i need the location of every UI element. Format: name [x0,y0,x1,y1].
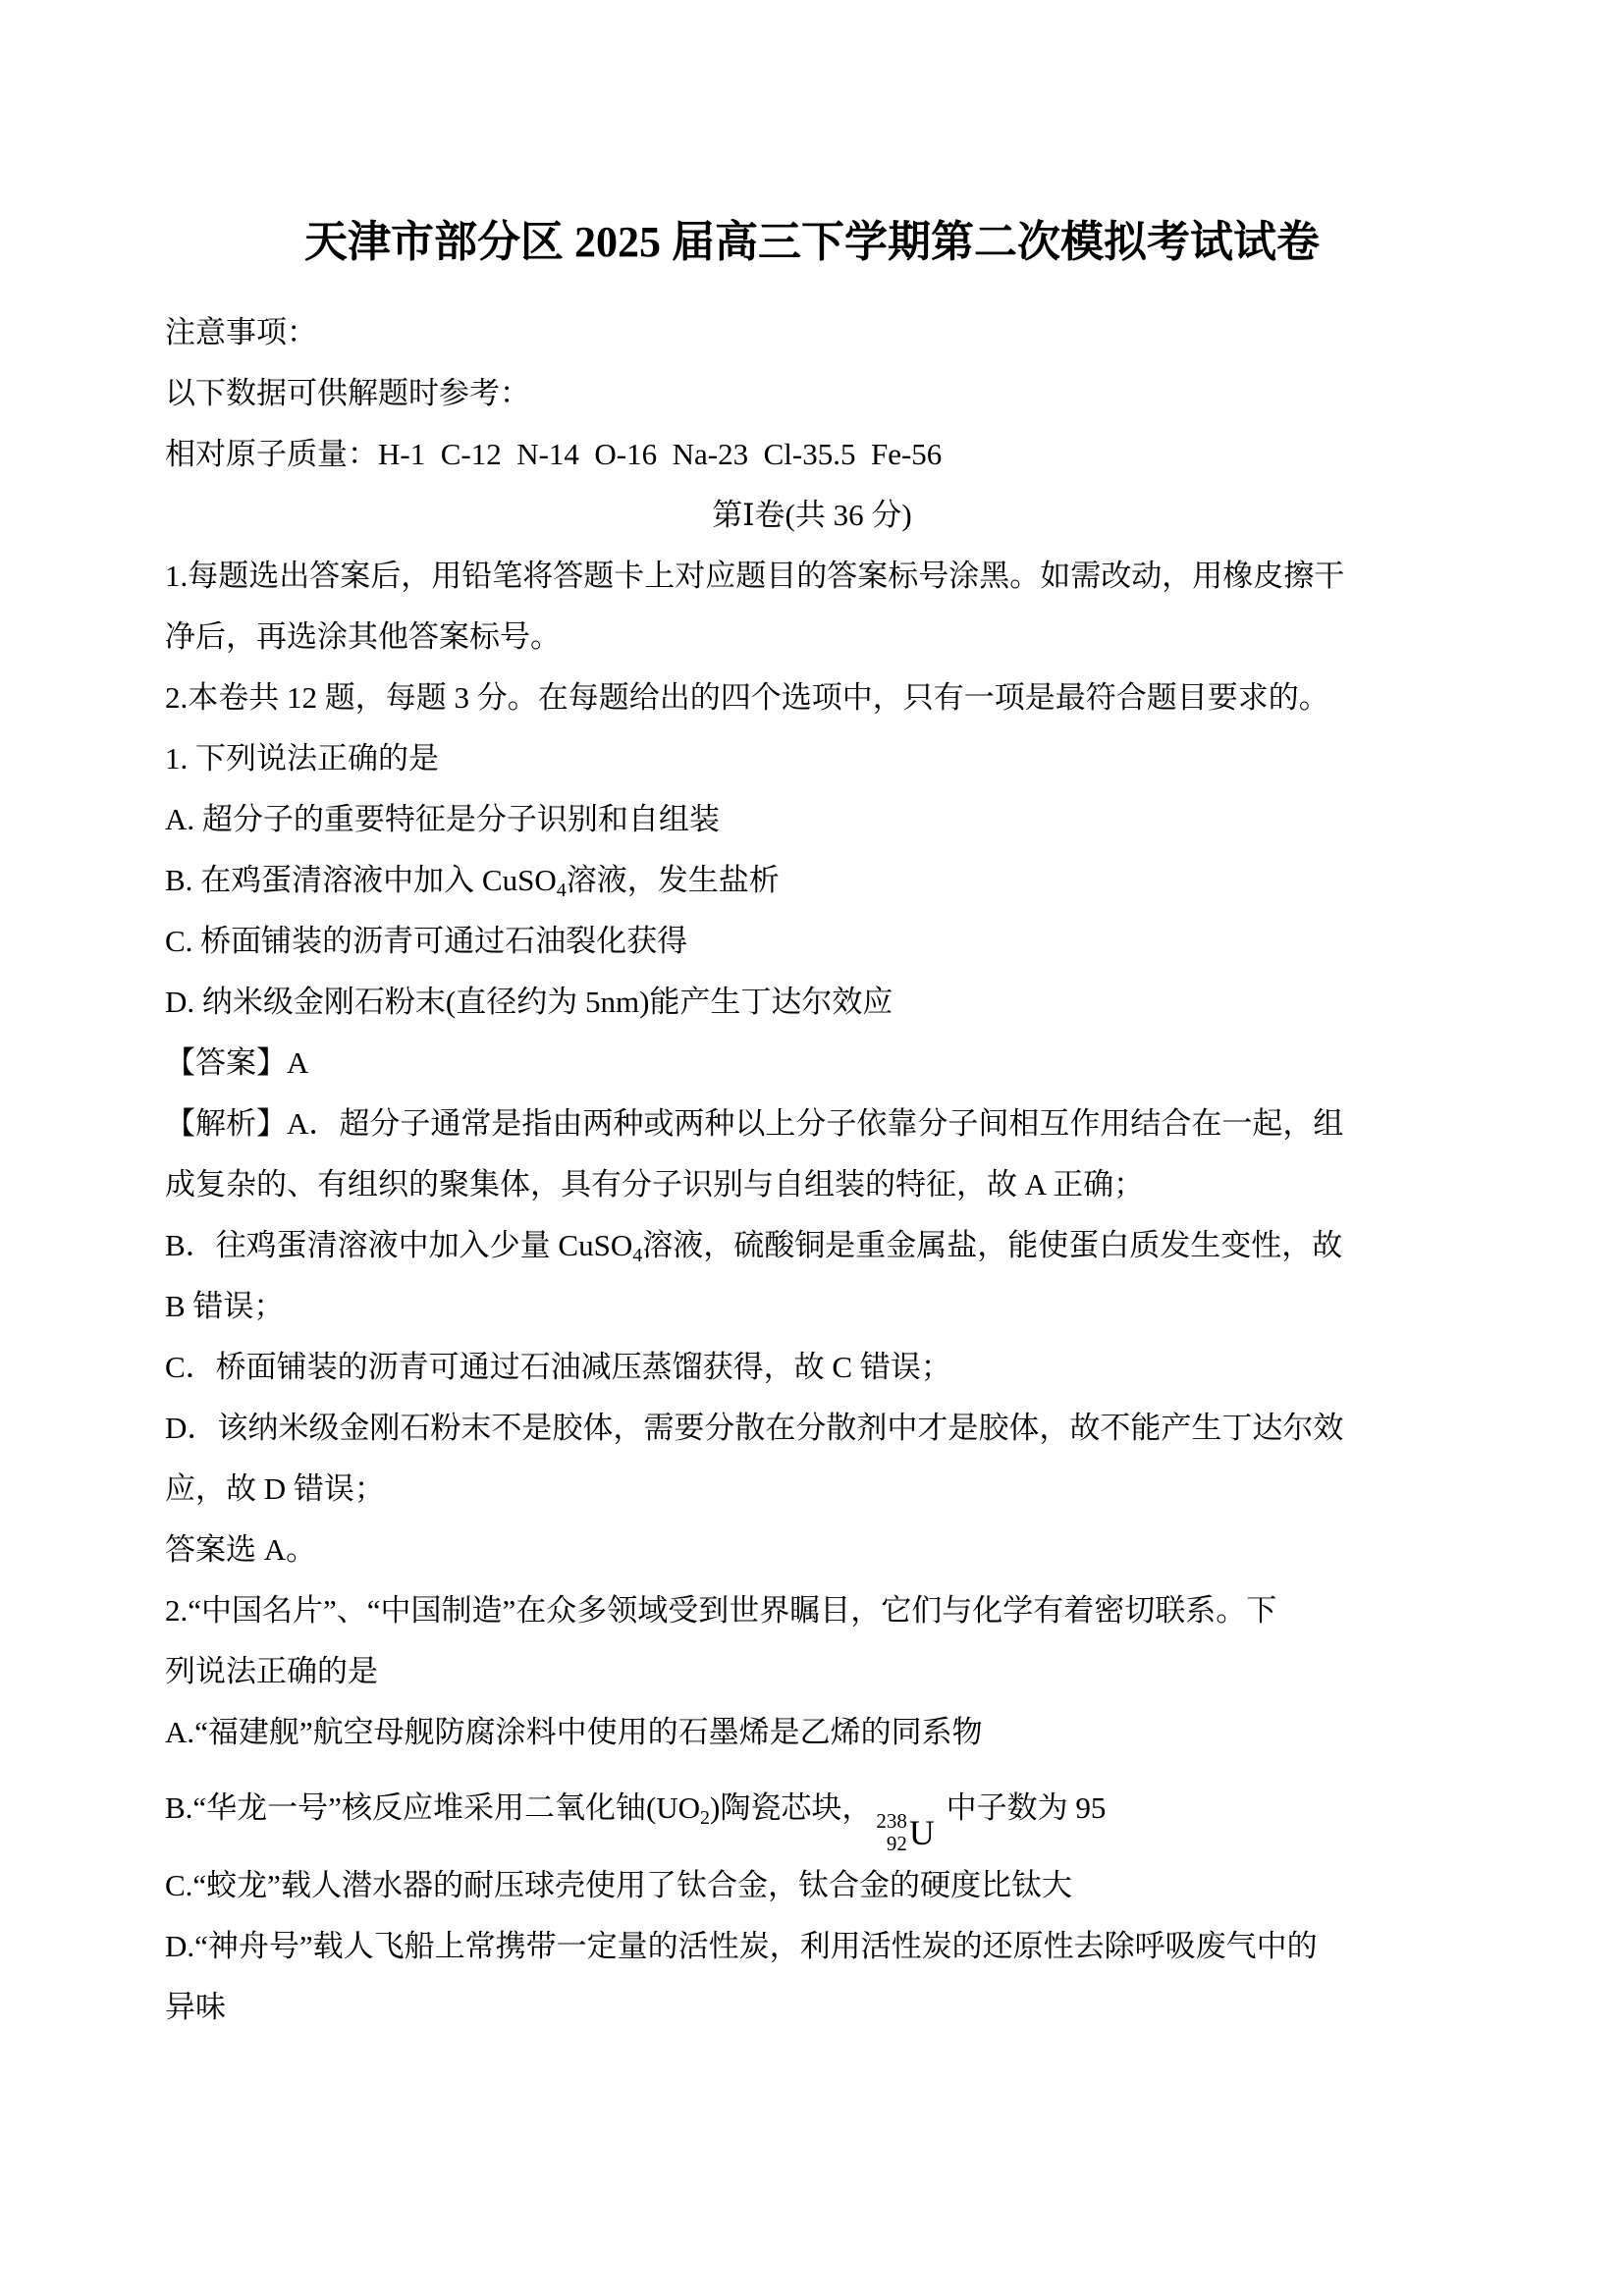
subscript-text: 2 [700,1807,711,1829]
text-run: 溶液，发生盐析 [566,863,780,897]
subscript-text: 4 [556,880,567,901]
text-run: 中子数为 95 [938,1790,1107,1825]
notes-heading [165,302,1459,363]
q1-answer-restate [165,1520,1459,1580]
text-run: 以下数据可供解题时参考： [165,376,530,410]
q1-analysis-line-2 [165,1154,1459,1215]
text-run: D. 纳米级金刚石粉末(直径约为 5nm)能产生丁达尔效应 [165,985,893,1019]
data-reference-note [165,363,1459,424]
text-run: 【解析】A．超分子通常是指由两种或两种以上分子依靠分子间相互作用结合在一起，组 [165,1106,1344,1141]
text-run: B 错误； [165,1289,285,1323]
instruction-1-line-2 [165,607,1459,667]
q2-option-c [165,1855,1459,1916]
text-run: 1. 下列说法正确的是 [165,741,439,775]
q1-option-d [165,972,1459,1033]
atomic-number: 92 [886,1832,907,1855]
text-run: 2.“中国名片”、“中国制造”在众多领域受到世界瞩目，它们与化学有着密切联系。下 [165,1593,1277,1628]
isotope-notation [876,1810,935,1855]
text-run: 净后，再选涂其他答案标号。 [165,619,561,654]
text-run: 答案选 A。 [165,1532,317,1567]
q1-option-a [165,789,1459,850]
text-run: )陶瓷芯块， [710,1790,873,1825]
text-run: D.“神舟号”载人飞船上常携带一定量的活性炭，利用活性炭的还原性去除呼吸废气中的 [165,1929,1318,1963]
atomic-mass-line [165,424,1459,485]
q1-answer [165,1033,1459,1094]
text-run: D．该纳米级金刚石粉末不是胶体，需要分散在分散剂中才是胶体，故不能产生丁达尔效 [165,1411,1344,1445]
mass-number: 238 [876,1809,907,1833]
text-run: A.“福建舰”航空母舰防腐涂料中使用的石墨烯是乙烯的同系物 [165,1715,983,1749]
text-run: 【答案】A [165,1045,309,1080]
document-title: 天津市部分区 2025 届高三下学期第二次模拟考试试卷 [304,218,1320,266]
text-run: C. 桥面铺装的沥青可通过石油裂化获得 [165,924,688,958]
q1-analysis-line-7 [165,1459,1459,1520]
q1-option-b [165,850,1459,911]
q1-analysis-line-6 [165,1398,1459,1459]
q1-option-c [165,911,1459,972]
q1-analysis-line-5 [165,1337,1459,1398]
q1-analysis-line-1 [165,1094,1459,1154]
text-run: 列说法正确的是 [165,1654,378,1688]
text-run: B．往鸡蛋清溶液中加入少量 CuSO [165,1228,633,1262]
q2-option-d-line-2 [165,1977,1459,2038]
text-run: C．桥面铺装的沥青可通过石油减压蒸馏获得，故 C 错误； [165,1350,951,1384]
q1-analysis-line-3 [165,1215,1459,1276]
text-run: 异味 [165,1990,226,2024]
text-run: 注意事项： [165,315,317,349]
q2-option-a [165,1702,1459,1763]
question-1-stem [165,728,1459,789]
text-run: 1.每题选出答案后，用铅笔将答题卡上对应题目的答案标号涂黑。如需改动，用橡皮擦干 [165,559,1345,593]
text-run: 应，故 D 错误； [165,1471,385,1506]
q1-analysis-line-4 [165,1276,1459,1337]
q2-option-b [165,1763,1459,1855]
text-run: A. 超分子的重要特征是分子识别和自组装 [165,802,720,836]
text-run: 溶液，硫酸铜是重金属盐，能使蛋白质发生变性，故 [642,1228,1343,1262]
part-one-heading [165,485,1459,546]
instruction-2 [165,667,1459,728]
text-run: C.“蛟龙”载人潜水器的耐压球壳使用了钛合金，钛合金的硬度比钛大 [165,1868,1072,1902]
text-run: B.“华龙一号”核反应堆采用二氧化铀(UO [165,1790,701,1825]
element-symbol: U [908,1813,935,1852]
instruction-1-line-1 [165,546,1459,607]
text-run: 2.本卷共 12 题，每题 3 分。在每题给出的四个选项中，只有一项是最符合题目要求的。 [165,680,1329,715]
isotope-numbers [876,1810,907,1855]
document-body [165,302,1459,2038]
q2-option-d-line-1 [165,1916,1459,1977]
question-2-stem-line-1 [165,1580,1459,1641]
question-2-stem-line-2 [165,1641,1459,1702]
text-run: 相对原子质量：H-1 C-12 N-14 O-16 Na-23 Cl-35.5 Fe-56 [165,437,943,471]
text-run: 成复杂的、有组织的聚集体，具有分子识别与自组装的特征，故 A 正确； [165,1167,1145,1201]
subscript-text: 4 [632,1245,643,1266]
text-run: B. 在鸡蛋清溶液中加入 CuSO [165,863,557,897]
text-run: 第Ⅰ卷(共 36 分) [712,498,912,532]
